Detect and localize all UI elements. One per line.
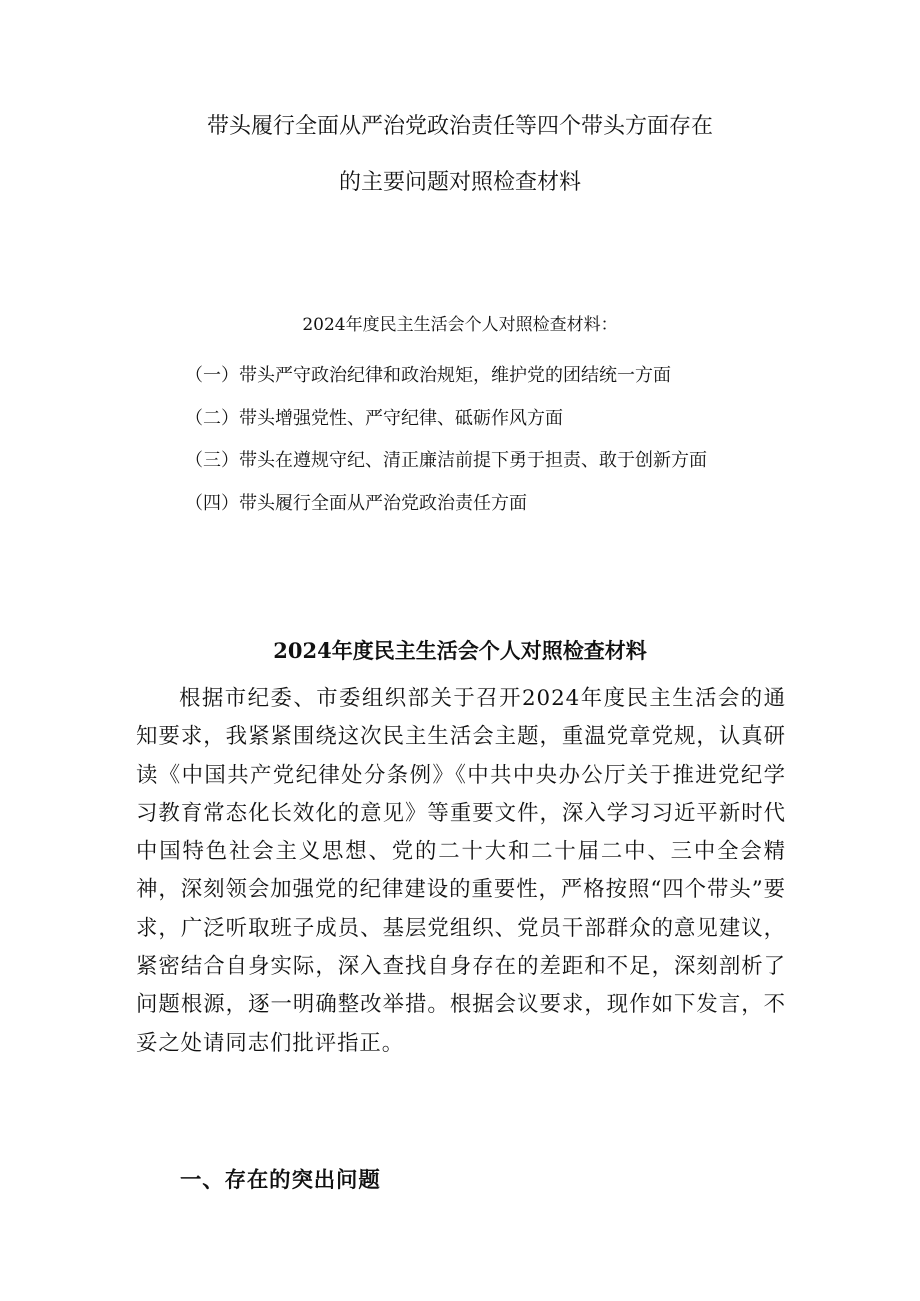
toc-item-4: （四）带头履行全面从严治党政治责任方面: [185, 492, 527, 514]
toc-item-1: （一）带头严守政治纪律和政治规矩，维护党的团结统一方面: [185, 365, 671, 386]
section-title: 2024年度民主生活会个人对照检查材料: [273, 638, 647, 663]
subheading-issues: 一、存在的突出问题: [180, 1168, 381, 1193]
toc-item-3: （三）带头在遵规守纪、清正廉洁前提下勇于担责、敢于创新方面: [185, 450, 707, 471]
toc-heading: 2024年度民主生活会个人对照检查材料：: [302, 315, 618, 335]
document-title-line-1: 带头履行全面从严治党政治责任等四个带头方面存在: [206, 114, 713, 139]
toc-list: [185, 355, 825, 525]
body-paragraph: 根据市纪委、市委组织部关于召开2024年度民主生活会的通知要求，我紧紧围绕这次民主生活会主题，重温党章党规，认真研读《中国共产党纪律处分条例》《中共中央办公厅关于推进党纪学习教育常态化长效化的意见》等重要文件，深入学习习近平新时代中国特色社会主义思想、党的二十大和二十届二中、三中全会精神，深刻领会加强党的纪律建设的重要性，严格按照“四个带头”要求，广泛听取班子成员、基层党组织、党员干部群众的意见建议，紧密结合自身实际，深入查找自身存在的差距和不足，深刻剖析了问题根源，逐一明确整改举措。根据会议要求，现作如下发言，不妥之处请同志们批评指正。: [136, 686, 786, 1056]
document-title-line-2: 的主要问题对照检查材料: [338, 170, 581, 195]
toc-item-2: （二）带头增强党性、严守纪律、砥砺作风方面: [185, 407, 563, 429]
